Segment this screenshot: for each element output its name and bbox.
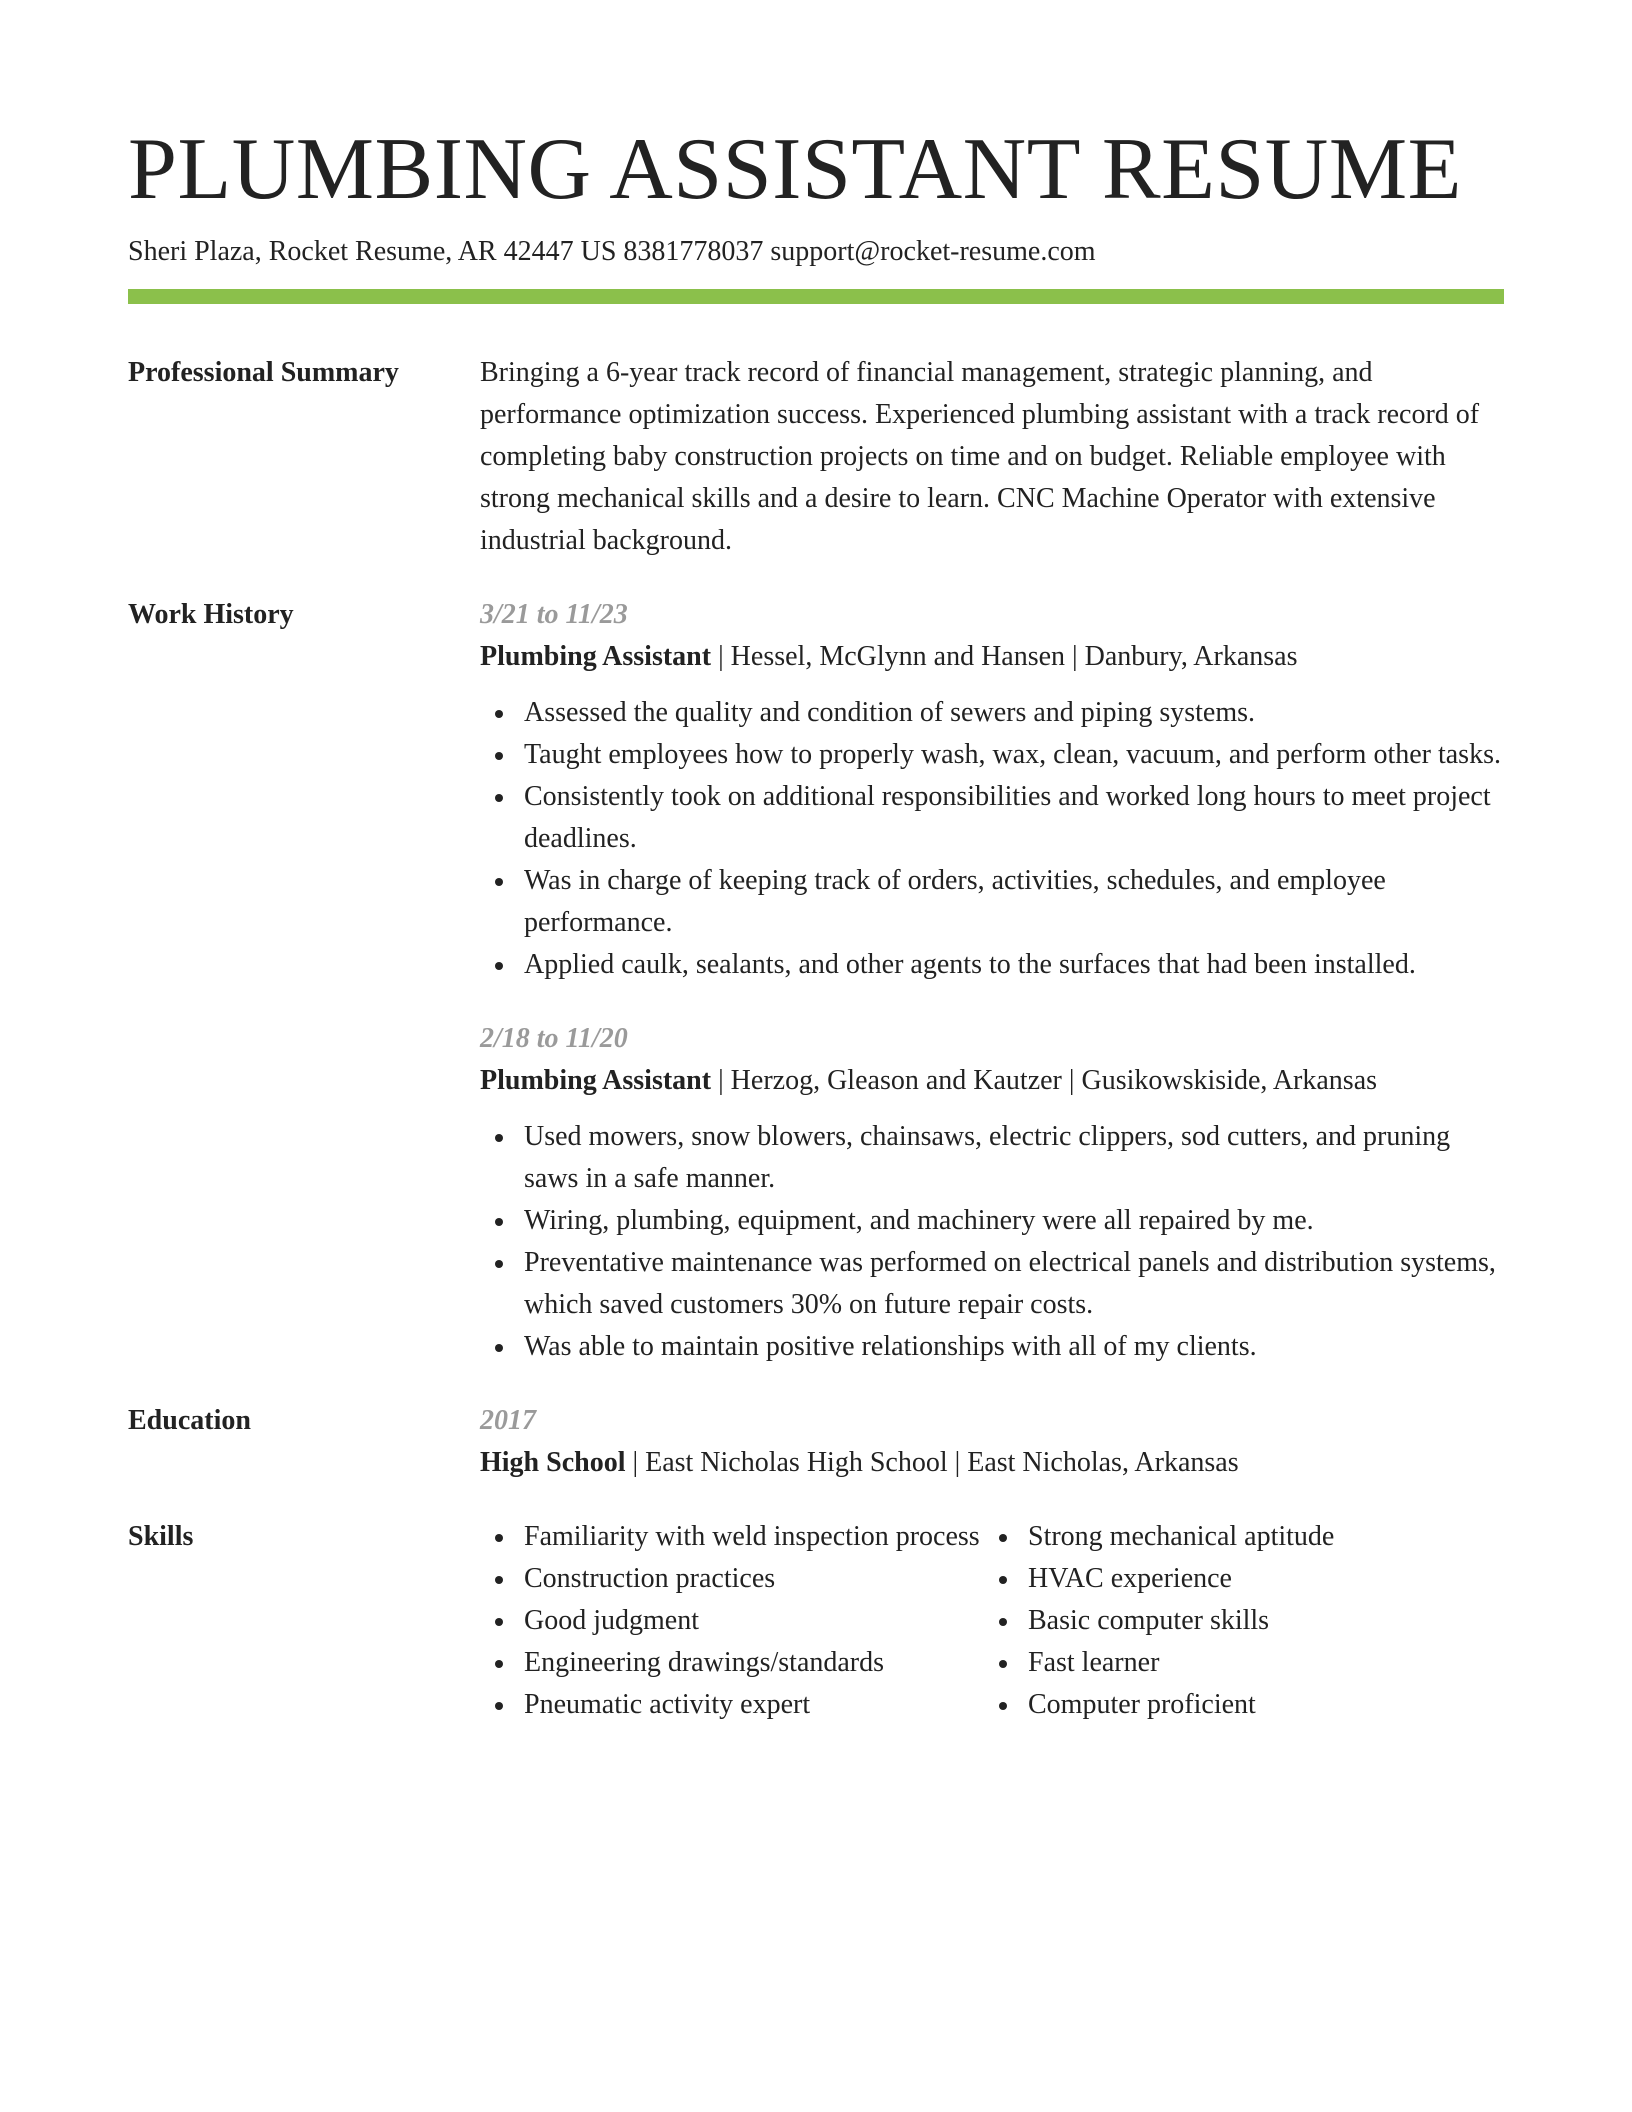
skill-item: Fast learner — [984, 1642, 1504, 1684]
job-bullet: Preventative maintenance was performed on electrical panels and distribution systems, which saved customers 30% on future repair costs. — [480, 1242, 1504, 1326]
skill-item: Good judgment — [480, 1600, 984, 1642]
education-section — [128, 1400, 1504, 1484]
skills-column-1 — [480, 1516, 984, 1726]
job-title: Plumbing Assistant — [480, 1065, 712, 1096]
job-heading — [480, 636, 1504, 678]
job-bullet: Was in charge of keeping track of orders, activities, schedules, and employee performance. — [480, 860, 1504, 944]
section-label-summary: Professional Summary — [128, 357, 399, 388]
skills-column-2 — [984, 1516, 1504, 1726]
section-label-work-history: Work History — [128, 599, 294, 630]
job-bullet: Was able to maintain positive relationships with all of my clients. — [480, 1326, 1504, 1368]
job-bullet: Applied caulk, sealants, and other agents to the surfaces that had been installed. — [480, 944, 1504, 986]
job-details: | Herzog, Gleason and Kautzer | Gusikowskiside, Arkansas — [711, 1065, 1378, 1096]
skill-item: Familiarity with weld inspection process — [480, 1516, 984, 1558]
skill-item: Strong mechanical aptitude — [984, 1516, 1504, 1558]
skills-body — [480, 1516, 1504, 1726]
job-entry — [480, 1018, 1504, 1368]
work-history-section — [128, 594, 1504, 1368]
skill-item: HVAC experience — [984, 1558, 1504, 1600]
skill-item: Construction practices — [480, 1558, 984, 1600]
job-details: | Hessel, McGlynn and Hansen | Danbury, Arkansas — [711, 641, 1298, 672]
job-bullet: Used mowers, snow blowers, chainsaws, electric clippers, sod cutters, and pruning saws in a safe manner. — [480, 1116, 1504, 1200]
job-bullet: Wiring, plumbing, equipment, and machinery were all repaired by me. — [480, 1200, 1504, 1242]
job-bullets — [480, 692, 1504, 986]
education-degree: High School — [480, 1447, 626, 1478]
skills-list — [984, 1516, 1504, 1726]
work-history-body — [480, 594, 1504, 1368]
job-bullet: Assessed the quality and condition of sewers and piping systems. — [480, 692, 1504, 734]
job-entry — [480, 594, 1504, 986]
skill-item: Basic computer skills — [984, 1600, 1504, 1642]
education-details: | East Nicholas High School | East Nicholas, Arkansas — [625, 1447, 1239, 1478]
job-dates: 3/21 to 11/23 — [480, 599, 628, 630]
job-bullet: Consistently took on additional responsibilities and worked long hours to meet project deadlines. — [480, 776, 1504, 860]
summary-text: Bringing a 6-year track record of financial management, strategic planning, and performance optimization success. Experienced plumbing assistant with a track record of completing baby construction projects on time and on budget. Reliable employee with strong mechanical skills and a desire to learn. CNC Machine Operator with extensive industrial background. — [480, 357, 1480, 556]
skills-section — [128, 1516, 1504, 1726]
education-date: 2017 — [480, 1405, 536, 1436]
skill-item: Engineering drawings/standards — [480, 1642, 984, 1684]
job-bullet: Taught employees how to properly wash, wax, clean, vacuum, and perform other tasks. — [480, 734, 1504, 776]
skill-item: Pneumatic activity expert — [480, 1684, 984, 1726]
section-label-skills: Skills — [128, 1521, 194, 1552]
education-body — [480, 1400, 1504, 1484]
job-title: Plumbing Assistant — [480, 641, 712, 672]
accent-divider — [128, 289, 1504, 304]
job-bullets — [480, 1116, 1504, 1368]
section-label-education: Education — [128, 1405, 251, 1436]
job-dates: 2/18 to 11/20 — [480, 1023, 628, 1054]
summary-section — [128, 352, 1504, 562]
resume-title: PLUMBING ASSISTANT RESUME — [128, 121, 1462, 218]
job-heading — [480, 1060, 1504, 1102]
skills-list — [480, 1516, 984, 1726]
resume-page — [128, 118, 1504, 1726]
education-heading — [480, 1442, 1504, 1484]
contact-line: Sheri Plaza, Rocket Resume, AR 42447 US 8381778037 support@rocket-resume.com — [128, 236, 1096, 267]
skill-item: Computer proficient — [984, 1684, 1504, 1726]
